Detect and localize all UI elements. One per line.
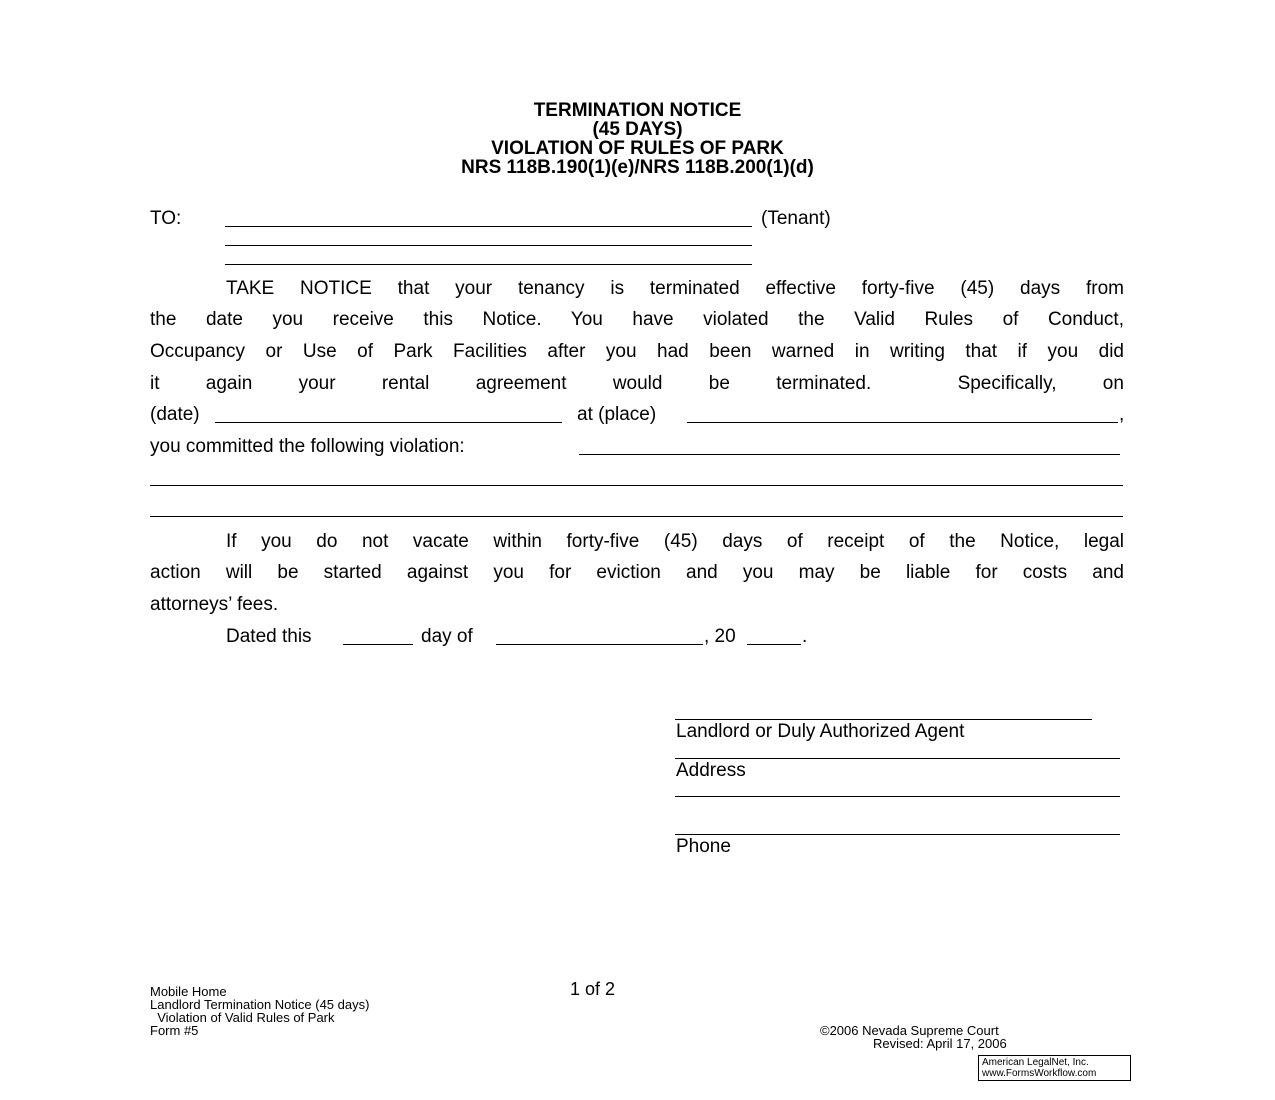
tenant-label: (Tenant) — [761, 208, 831, 229]
dated-month-line[interactable] — [496, 644, 703, 645]
footer-copyright: ©2006 Nevada Supreme Court — [820, 1023, 999, 1038]
date-label: (date) — [150, 404, 200, 425]
date-fill-line[interactable] — [215, 422, 562, 423]
address-label: Address — [676, 760, 746, 781]
word: on — [1102, 373, 1124, 394]
to-label: TO: — [150, 208, 182, 229]
title-statute: NRS 118B.190(1)(e)/NRS 118B.200(1)(d) — [461, 157, 814, 178]
phone-label: Phone — [676, 836, 731, 857]
word: your — [298, 373, 336, 394]
notice-line-3: Occupancy or Use of Park Facilities after you had been warned in writing that if you did — [150, 341, 1124, 362]
agent-label: Landlord or Duly Authorized Agent — [676, 721, 965, 742]
word: rental — [381, 373, 430, 394]
publisher-url: www.FormsWorkflow.com — [982, 1068, 1097, 1079]
notice-line-1: TAKE NOTICE that your tenancy is terminated effective forty-five (45) days from — [226, 278, 1124, 299]
word: again — [205, 373, 253, 394]
tenant-address-line-2[interactable] — [225, 264, 752, 265]
footer-form-subtitle: Violation of Valid Rules of Park — [150, 1010, 335, 1025]
address-line-2[interactable] — [675, 796, 1120, 797]
tenant-name-line[interactable] — [225, 226, 752, 227]
dated-day-line[interactable] — [343, 644, 413, 645]
footer-form-title: Landlord Termination Notice (45 days) — [150, 997, 370, 1012]
word: Specifically, — [957, 373, 1057, 394]
word: terminated. — [776, 373, 872, 394]
word: be — [708, 373, 730, 394]
warning-line-2: action will be started against you for eviction and you may be liable for costs and — [150, 562, 1124, 583]
title-45-days: (45 DAYS) — [592, 119, 683, 140]
footer-category: Mobile Home — [150, 984, 227, 999]
dated-year-prefix: , 20 — [704, 626, 736, 647]
place-comma: , — [1119, 404, 1125, 425]
dated-end: . — [802, 626, 808, 647]
footer-revised: Revised: April 17, 2006 — [873, 1036, 1007, 1051]
address-line-1[interactable] — [675, 758, 1120, 759]
dated-day-of: day of — [421, 626, 473, 647]
place-fill-line[interactable] — [687, 422, 1118, 423]
publisher-name: American LegalNet, Inc. — [982, 1057, 1089, 1068]
publisher-badge[interactable] — [978, 1055, 1131, 1081]
title-violation: VIOLATION OF RULES OF PARK — [491, 138, 784, 159]
tenant-address-line-1[interactable] — [225, 245, 752, 246]
violation-fill-line-3[interactable] — [150, 516, 1123, 517]
dated-prefix: Dated this — [226, 626, 312, 647]
notice-line-4 — [150, 374, 1124, 394]
phone-line[interactable] — [675, 834, 1120, 835]
violation-fill-line-2[interactable] — [150, 485, 1123, 486]
signature-line[interactable] — [675, 719, 1092, 720]
word: agreement — [475, 373, 567, 394]
title-termination-notice: TERMINATION NOTICE — [533, 100, 742, 121]
warning-line-1: If you do not vacate within forty-five (45) days of receipt of the Notice, legal — [226, 531, 1124, 552]
word: it — [150, 373, 160, 394]
footer-form-number: Form #5 — [150, 1023, 199, 1038]
notice-line-2: the date you receive this Notice. You have violated the Valid Rules of Conduct, — [150, 309, 1124, 330]
page-number: 1 of 2 — [570, 979, 616, 999]
violation-label: you committed the following violation: — [150, 436, 465, 457]
warning-line-3: attorneys’ fees. — [150, 594, 279, 615]
word: would — [612, 373, 663, 394]
place-label: at (place) — [577, 404, 657, 425]
dated-year-line[interactable] — [747, 644, 801, 645]
violation-fill-line-1[interactable] — [579, 454, 1120, 455]
